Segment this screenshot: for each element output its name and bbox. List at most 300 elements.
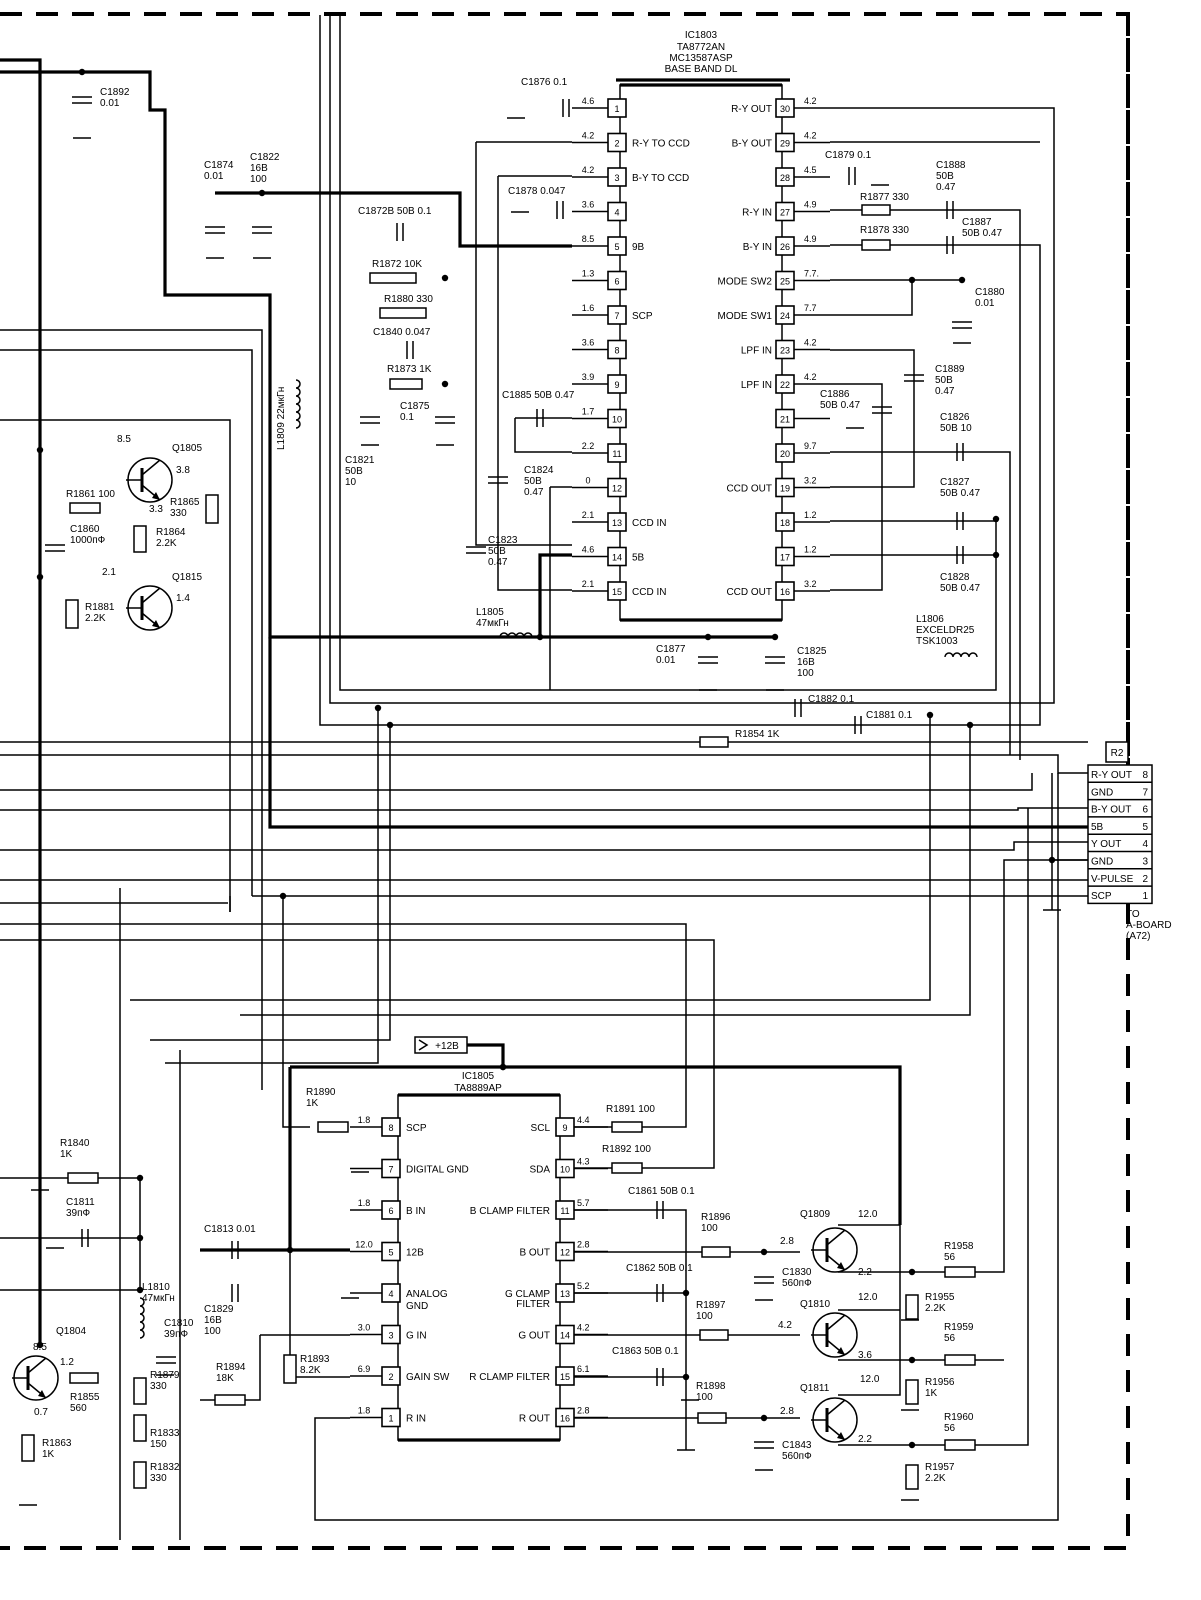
junction-dot [37,574,43,580]
label-c1877: 0.01 [656,655,676,666]
ic1803-pin-function: R-Y IN [742,207,772,219]
transistor-q1811-icon [811,1398,857,1442]
supply-label: +12B [435,1041,459,1052]
label-r1865: R1865 [170,497,200,508]
connector-note: TO [1126,909,1140,920]
junction-dot [387,722,393,728]
ic1803-pin-function: 9B [632,242,645,253]
label-v1810c: 12.0 [858,1292,878,1303]
ic1803-pin-voltage: 4.2 [804,337,817,348]
label-q1811: Q1811 [800,1383,830,1394]
ic1803-pin-voltage: 1.7 [581,406,595,417]
signal-wire [830,280,912,315]
connector-pin-number: 5 [1142,821,1148,833]
signal-wire [0,940,714,1168]
label-r1832: 330 [150,1473,167,1484]
ic1803-part: MC13587ASP [669,53,733,64]
label-c1843: 560пФ [782,1451,812,1462]
resistor-r1872 [370,273,416,283]
connector-pin-number: 8 [1142,770,1148,781]
ic1803-pin-number: 17 [779,552,791,563]
label-c1830: 560пФ [782,1278,812,1289]
label-r1832: R1832 [150,1462,180,1473]
ic1805-pin-number: 12 [559,1247,571,1258]
label-r1877: R1877 330 [860,192,909,203]
capacitor-c1810 [156,1357,176,1363]
label-r1960: R1960 [944,1412,974,1423]
ic1805-pin-function: R CLAMP FILTER [469,1372,550,1383]
ic1805-pin-number: 11 [560,1206,570,1216]
label-c1876: C1876 0.1 [521,77,568,88]
label-c1889: 0.47 [935,386,955,397]
label-r1855: R1855 [70,1392,100,1403]
ic1803-pin-function: CCD IN [632,518,667,529]
ic1803-pin-voltage: 8.5 [581,234,595,244]
label-r1891: R1891 100 [606,1104,655,1115]
resistor-r1864 [134,526,146,552]
inductor-l1806 [945,653,977,657]
label-c1821: C1821 [345,455,375,466]
ic1803-pin-number: 2 [614,138,620,149]
ic1803-pin-number: 18 [779,518,791,528]
signal-wire [0,842,1088,850]
label-c1825: C1825 [797,646,827,657]
junction-dot [537,634,543,640]
label-c1810: C1810 [164,1318,194,1329]
label-c1860: 1000пФ [70,535,106,546]
label-r1898: R1898 [696,1381,726,1392]
label-c1887: 50B 0.47 [962,228,1003,239]
label-c1881: C1881 0.1 [866,710,913,721]
ic1803-pin-number: 8 [614,345,620,356]
ic1803-pin-number: 9 [614,380,620,390]
label-r1864: R1864 [156,527,186,538]
label-r1861: R1861 100 [66,489,115,500]
junction-dot [500,1064,506,1070]
ic1803-pin-function: B-Y OUT [731,138,772,150]
junction-dot [909,1269,915,1275]
label-c1875: 0.1 [400,412,414,423]
label-r1959: 56 [944,1333,956,1344]
junction-dot [705,634,711,640]
junction-dot [909,277,915,283]
label-r1956: R1956 [925,1377,955,1388]
capacitor-c1875 [435,417,455,423]
signal-wire [0,350,252,896]
label-c1862: C1862 50B 0.1 [626,1263,693,1274]
ic1805-pin-function: B OUT [519,1247,550,1259]
ic1803-pin-number: 23 [779,345,791,356]
connector-pin-number: 6 [1142,804,1148,816]
label-c1827: C1827 [940,477,970,488]
label-c1888: C1888 [936,160,966,171]
ic1803-pin-function: R-Y OUT [731,104,772,115]
label-r1881: R1881 [85,602,115,613]
label-c1880: C1880 [975,287,1005,298]
connector-pin-label: GND [1091,787,1114,799]
signal-wire [330,15,1054,703]
signal-wire [240,725,970,1015]
ic1805-pin-voltage: 3.0 [357,1322,371,1333]
ic1803-pin-voltage: 4.2 [581,130,595,141]
junction-dot [993,516,999,522]
label-v1809b: 2.8 [780,1236,794,1247]
label-r1840: 1K [60,1149,73,1160]
junction-dot [761,1249,767,1255]
ic1805-pin-function: R OUT [518,1413,550,1425]
label-c1824: 0.47 [524,487,544,498]
label-r1890: 1K [306,1098,319,1109]
ic1805-ref: IC1805 [461,1071,495,1082]
label-c1823: C1823 [488,535,518,546]
ic1803-pin-voltage: 4.2 [804,372,817,382]
ic1803-pin-voltage: 4.6 [581,96,595,106]
capacitor-c1876 [563,99,569,117]
label-r1872: R1872 10K [372,259,423,270]
ic1805-pin-number: 7 [388,1164,394,1175]
label-r1894: R1894 [216,1362,246,1373]
ic1803-pin-function: 5B [632,552,645,564]
ic1805-pin-function: G OUT [518,1330,550,1342]
capacitor-c1882 [795,699,801,717]
ic1803-pin-number: 11 [612,449,622,459]
supply-wire [467,1045,503,1067]
junction-dot [442,275,448,281]
junction-dot [683,1290,689,1296]
label-v1811b: 2.8 [780,1406,794,1417]
label-l1805: 47мкГн [476,618,509,629]
connector-pin-label: R-Y OUT [1091,770,1132,781]
label-r1960: 56 [944,1423,956,1434]
label-c1811: C1811 [66,1197,95,1208]
transistor-q1804-icon [12,1356,58,1400]
junction-dot [683,1374,689,1380]
label-c1822: 100 [250,174,267,185]
ic1803-pin-voltage: 1.2 [804,510,817,520]
signal-wire [0,924,686,1127]
label-r1896: 100 [701,1223,718,1234]
resistor-r1878 [862,240,890,250]
resistor-r1898 [698,1413,726,1423]
label-c1874: 0.01 [204,171,224,182]
ic1805-pin-voltage: 6.1 [577,1364,590,1374]
signal-wire [0,420,230,912]
transistor-q1809-icon [811,1228,857,1272]
ic1803-pin-function: B-Y IN [742,242,772,253]
resistor-r1956 [906,1380,918,1404]
resistor-r1960 [945,1440,975,1450]
junction-dot [959,277,965,283]
power-rail [215,193,572,246]
label-c1828: 50B 0.47 [940,583,981,594]
resistor-r1955 [906,1295,918,1319]
ic1803-pin-function: R-Y TO CCD [632,138,690,150]
capacitor-c1823 [466,547,486,553]
ic1803-pin-number: 6 [614,276,620,287]
ic1803-pin-number: 21 [779,414,791,425]
ic1803-pin-number: 19 [779,483,791,494]
ic1803-pin-voltage: 3.2 [804,475,817,486]
ic1803-pin-voltage: 2.1 [581,510,595,520]
connector-pin-label: B-Y OUT [1091,804,1132,816]
label-c1882: C1882 0.1 [808,694,855,705]
label-c1861: C1861 50B 0.1 [628,1186,695,1197]
ic1805-pin-function: B IN [406,1206,426,1217]
ic1803-pin-voltage: 3.9 [581,372,595,382]
ic1805-pin-number: 16 [559,1413,571,1424]
inductor-l1809 [296,380,300,428]
junction-dot [993,552,999,558]
label-c1840: C1840 0.047 [373,327,431,338]
connector-pin-number: 1 [1142,891,1148,903]
ic1803-pin-function: MODE SW1 [717,311,772,322]
ic1803-pin-voltage: 4.6 [581,544,595,555]
ic1803-pin-number: 24 [779,311,791,321]
ic1803-pin-function: CCD IN [632,587,667,598]
junction-dot [967,722,973,728]
ic1805-pin-voltage: 1.8 [357,1115,371,1125]
label-c1822: C1822 [250,152,280,163]
junction-dot [761,1415,767,1421]
resistor-r1890 [318,1122,348,1132]
ic1803-pin-voltage: 4.9 [804,199,817,210]
label-r1893: R1893 [300,1354,330,1365]
connector-note: (A72) [1126,931,1151,942]
label-l1805: L1805 [476,607,504,618]
ic1805-pin-voltage: 2.8 [577,1239,590,1250]
transistor-q1805-icon [126,458,172,502]
ic1803-pin-number: 28 [779,173,791,183]
resistor-r1840 [68,1173,98,1183]
label-q1805b: 3.3 [149,504,163,515]
capacitor-c1874 [205,227,225,233]
label-c1829: 100 [204,1326,221,1337]
label-c1824: 50B [524,476,542,487]
inductor-l1810 [140,1298,144,1338]
resistor-r1893 [284,1355,296,1383]
ic1805-pin-number: 4 [388,1289,394,1299]
ic1803-part: TA8772AN [676,42,726,53]
label-c1875: C1875 [400,401,430,412]
capacitor-c1860 [45,545,65,551]
ic1803-pin-number: 10 [611,414,623,425]
ic1803-pin-number: 15 [611,587,623,597]
ic1805-pin-number: 1 [388,1413,394,1424]
ic1803-pin-function: LPF IN [740,345,772,357]
resistor-r1958 [945,1267,975,1277]
resistor-r1855 [70,1373,98,1383]
label-c1889: 50B [935,375,953,386]
resistor-r1892 [612,1163,642,1173]
label-r1864: 2.2K [156,538,177,549]
label-l1809: L1809 22мкГн [276,386,287,450]
label-q1810: Q1810 [800,1299,831,1310]
label-r1897: R1897 [696,1300,726,1311]
label-q1804: Q1804 [56,1326,87,1337]
ic1803-pin-voltage: 7.7 [804,303,817,313]
connector-pin-number: 4 [1142,839,1148,851]
resistor-r1896 [702,1247,730,1257]
connector-pin-label: V-PULSE [1091,873,1134,885]
connector-pin-label: Y OUT [1091,839,1122,851]
label-c1888: 50B [936,171,954,182]
connector-pin-label: SCP [1091,891,1112,903]
connector-r2 [1088,742,1172,942]
ic1805-pin-voltage: 1.8 [357,1198,371,1208]
capacitor-c1877 [698,657,718,663]
label-c1828: C1828 [940,572,970,583]
ic1803-pin-voltage: 3.2 [804,579,817,589]
label-l1810: 47мкГн [142,1293,175,1304]
label-c1810: 39пФ [164,1329,189,1340]
resistor-r1891 [612,1122,642,1132]
junction-dot [280,893,286,899]
label-c1811: 39пФ [66,1208,91,1219]
label-q1815b: 2.1 [102,567,116,578]
label-r1955: R1955 [925,1292,955,1303]
label-c1877: C1877 [656,644,686,655]
ic1805-pin13-function-2: FILTER [516,1299,550,1310]
label-l1810: L1810 [142,1282,170,1293]
label-l1806: TSK1003 [916,636,958,647]
component-labels [33,77,1005,1484]
connector-pin-label: 5B [1091,821,1104,833]
label-v1809e: 2.2 [858,1267,872,1278]
signal-wire [498,176,572,590]
connector-pin-number: 7 [1142,787,1148,799]
ic1803-pin-voltage: 3.6 [581,199,595,210]
junction-dot [137,1175,143,1181]
label-r1865: 330 [170,508,187,519]
ic1803-pin-voltage: 1.3 [581,268,595,279]
resistor-r1959 [945,1355,975,1365]
ic1805-pin-function: G CLAMP [504,1289,550,1300]
signal-wire [830,452,1010,755]
ic1803-pin-voltage: 2.1 [581,579,595,589]
label-q1815: Q1815 [172,572,203,583]
label-r1890: R1890 [306,1087,336,1098]
label-r1879: 330 [150,1381,167,1392]
label-r1958: 56 [944,1252,956,1263]
ic1803-pin-function: LPF IN [740,380,772,391]
label-r1957: 2.2K [925,1473,946,1484]
label-q1805: Q1805 [172,443,203,454]
junction-dot [259,190,265,196]
label-c1843: C1843 [782,1440,812,1451]
label-c1874: C1874 [204,160,234,171]
connector-note: A-BOARD [1126,920,1172,931]
capacitor-c1872b [397,223,403,241]
ic1805-pin-number: 5 [388,1247,394,1258]
ic1805-pin-voltage: 4.4 [577,1115,590,1125]
label-r1959: R1959 [944,1322,974,1333]
ic1803-ref: IC1803 [684,30,718,41]
ic1805-pin-voltage: 4.3 [577,1156,590,1167]
ic1803-pin-number: 20 [779,449,791,459]
capacitor-c1822 [252,227,272,233]
label-c1829: 16B [204,1315,222,1326]
label-r1863: R1863 [42,1438,72,1449]
ic1805-pin-function: GAIN SW [406,1372,450,1383]
label-r1880: R1880 330 [384,294,433,305]
ic1805-pin-number: 2 [388,1372,394,1382]
label-c1830: C1830 [782,1267,812,1278]
label-c1826: C1826 [940,412,970,423]
power-rail [270,637,1088,827]
connector-pin-number: 3 [1142,856,1148,868]
junction-dot [137,1235,143,1241]
label-v1811c: 12.0 [860,1374,880,1385]
ic1803-part: BASE BAND DL [664,64,738,75]
ic1803-pin-number: 3 [614,173,620,183]
label-c1888: 0.47 [936,182,956,193]
ic1805 [350,1037,608,1440]
label-q1804c: 8.5 [33,1342,47,1353]
junction-dot [37,447,43,453]
ic1805-pin-voltage: 12.0 [355,1239,373,1250]
ic1805-pin-voltage: 1.8 [357,1405,371,1416]
resistor-r1861 [70,503,100,513]
junction-dot [1049,857,1055,863]
capacitor-c1825 [765,657,785,663]
label-c1823: 50B [488,546,506,557]
label-c1823: 0.47 [488,557,508,568]
capacitor-c1830 [754,1277,774,1283]
junction-dot [909,1442,915,1448]
label-q1815e: 1.4 [176,593,190,604]
label-v1811e: 2.2 [858,1434,872,1445]
ic1803-pin-number: 16 [779,587,791,597]
label-r1873: R1873 1K [387,364,432,375]
label-c1860: C1860 [70,524,100,535]
ic1803-pin-number: 5 [614,242,620,252]
capacitor-c1840 [407,341,413,359]
resistor-r1880 [380,308,426,318]
label-r1881: 2.2K [85,613,106,624]
label-r1854: R1854 1K [735,729,780,740]
ic1803-pin-voltage: 4.2 [581,165,595,175]
ic1803-pin-number: 25 [779,276,791,287]
junction-dot [927,712,933,718]
ic1805-pin-voltage: 2.8 [577,1405,590,1416]
junction-dot [375,705,381,711]
label-r1833: R1833 [150,1428,180,1439]
ic1803-pin-voltage: 1.2 [804,544,817,555]
label-c1813: C1813 0.01 [204,1224,256,1235]
ic1805-pin-voltage: 5.2 [577,1281,590,1291]
ic1805-pin-function: ANALOG [406,1289,448,1300]
label-r1879: R1879 [150,1370,180,1381]
ic1803-pin-function: CCD OUT [726,483,772,495]
junction-dot [909,1357,915,1363]
resistor-r1854 [700,737,728,747]
ic1805-pin-function: R IN [406,1413,426,1425]
label-r1892: R1892 100 [602,1144,651,1155]
label-v1809c: 12.0 [858,1209,878,1220]
ic1805-pin-function: B CLAMP FILTER [469,1206,550,1217]
ic1805-pin-number: 6 [388,1206,394,1216]
label-c1824: C1824 [524,465,554,476]
ic1805-pin-number: 3 [388,1330,394,1341]
label-c1829: C1829 [204,1304,234,1315]
label-r1863: 1K [42,1449,55,1460]
label-l1806: EXCELDR25 [916,625,975,636]
capacitor-c1880 [952,322,972,328]
ic1803-pin-number: 14 [611,552,623,563]
resistor-r1897 [700,1330,728,1340]
label-c1880: 0.01 [975,298,995,309]
ic1803-pin-voltage: 1.6 [581,303,595,313]
